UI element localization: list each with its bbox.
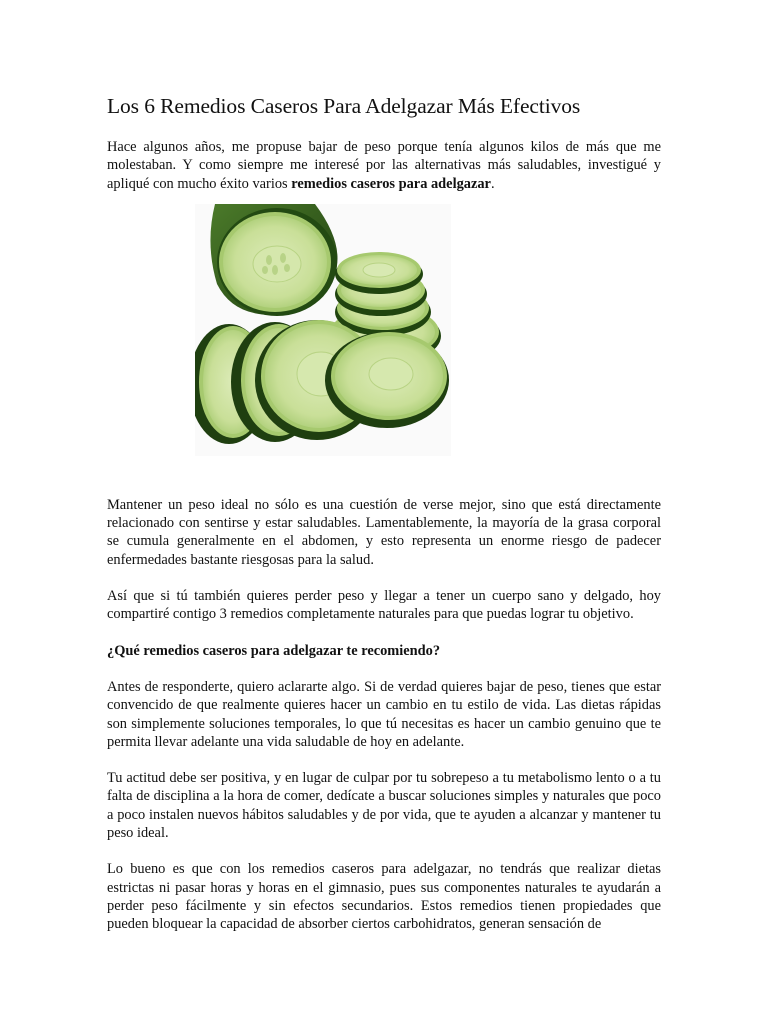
intro-bold-keyword: remedios caseros para adelgazar [291,175,491,192]
paragraph-5: Lo bueno es que con los remedios caseros para adelgazar, no tendrás que realizar dietas estrictas ni pasar horas y horas en el gimnasio, pues sus componentes naturales te ayudarán a perder peso fácilmente y sin efectos secundarios. Estos remedios tienen propiedades que pueden bloquear la capacidad de absorber ciertos carbohidratos, generan sensación de [107,861,661,933]
page-title: Los 6 Remedios Caseros Para Adelgazar Más Efectivos [107,94,581,118]
section-question: ¿Qué remedios caseros para adelgazar te recomiendo? [107,642,441,659]
intro-paragraph [107,138,661,193]
paragraph-1: Mantener un peso ideal no sólo es una cuestión de verse mejor, sino que está directamente relacionado con sentirse y estar saludables. Lamentablemente, la mayoría de la grasa corporal se cumula generalmente en el abdomen, y esto representa un enorme riesgo de padecer enfermedades bastante riesgosas para la salud. [107,496,661,568]
intro-end: . [490,175,495,192]
cucumber-whole [210,204,337,316]
paragraph-2: Así que si tú también quieres perder peso y llegar a tener un cuerpo sano y delgado, hoy compartiré contigo 3 remedios completamente naturales para que puedas lograr tu objetivo. [107,588,661,623]
paragraph-4: Tu actitud debe ser positiva, y en lugar de culpar por tu sobrepeso a tu metabolismo lento o a tu falta de disciplina a la hora de comer, dedícate a buscar soluciones simples y naturales que poco a poco instalen nuevos hábitos saludables y de por vida, que te ayuden a alcanzar y mantener tu peso ideal. [107,770,661,842]
document-body [107,92,661,934]
intro-text: Hace algunos años, me propuse bajar de peso porque tenía algunos kilos de más que me molestaban. Y como siempre me interesé por las alternativas más saludables, investigué y apliqué con mucho éxito varios [107,139,661,192]
cucumber-slices-illustration [195,204,451,456]
cucumber-photo [195,204,451,456]
paragraph-3: Antes de responderte, quiero aclararte algo. Si de verdad quieres bajar de peso, tienes que estar convencido de que realmente quieres hacer un cambio en tu estilo de vida. Las dietas rápidas son simplemente soluciones temporales, lo que tú necesitas es hacer un cambio genuino que te permita llevar adelante una vida saludable de hoy en adelante. [107,678,661,750]
